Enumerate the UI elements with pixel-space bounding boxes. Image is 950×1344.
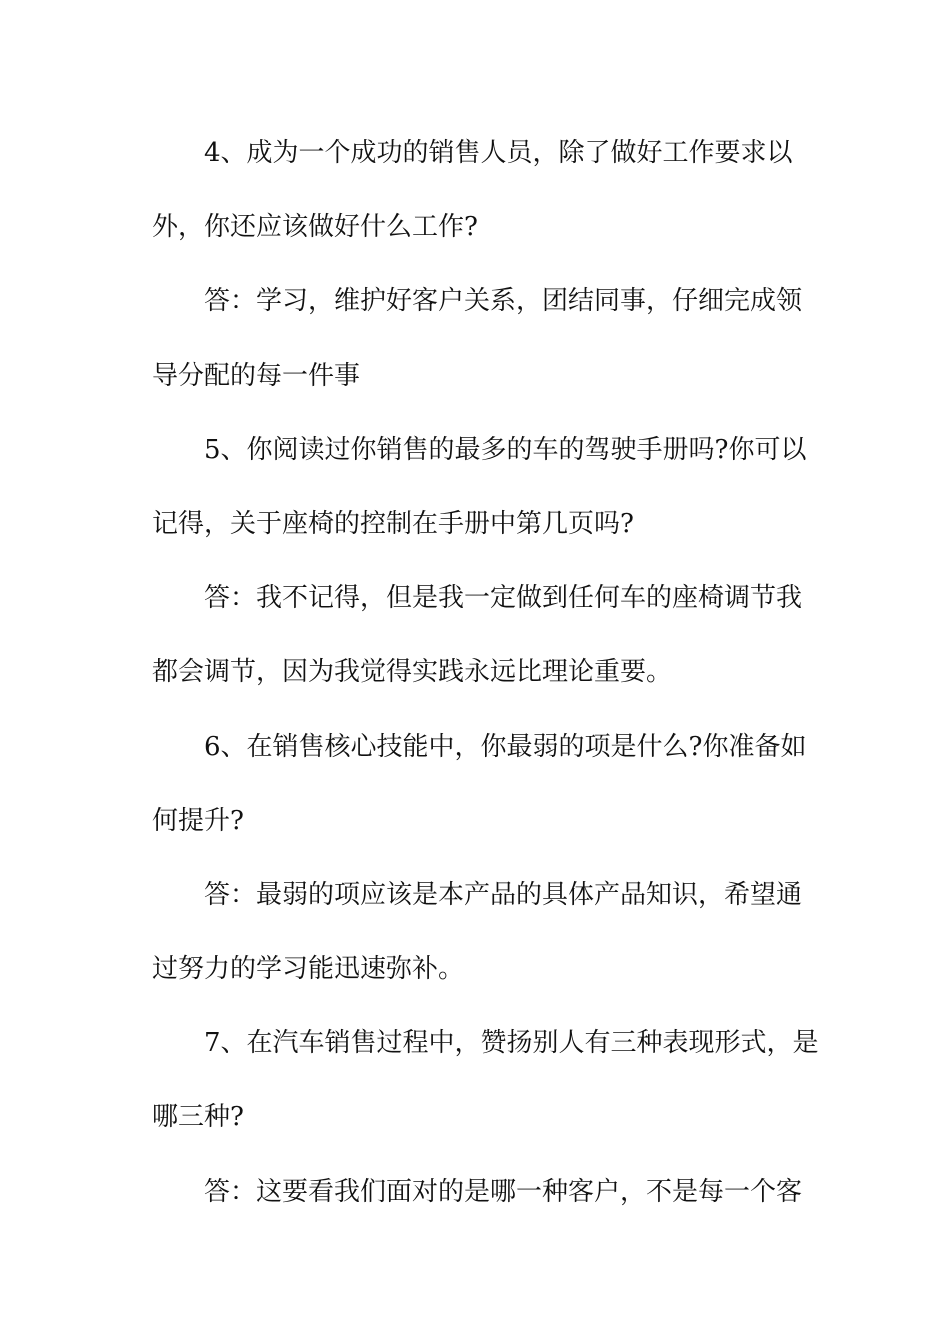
question-4-line-2: 外，你还应该做好什么工作? [152, 212, 478, 243]
question-6-line-1: 6、在销售核心技能中，你最弱的项是什么?你准备如 [204, 731, 807, 762]
answer-5-line-1: 答：我不记得，但是我一定做到任何车的座椅调节我 [204, 583, 803, 614]
question-7-line-2: 哪三种? [152, 1102, 244, 1133]
question-7-line-1: 7、在汽车销售过程中，赞扬别人有三种表现形式，是 [204, 1028, 819, 1059]
answer-7-line-1: 答：这要看我们面对的是哪一种客户，不是每一个客 [204, 1176, 803, 1207]
question-5-line-1: 5、你阅读过你销售的最多的车的驾驶手册吗?你可以 [204, 434, 807, 465]
question-5-line-2: 记得，关于座椅的控制在手册中第几页吗? [152, 508, 634, 539]
document-body [152, 124, 819, 1237]
answer-6-line-2: 过努力的学习能迅速弥补。 [152, 954, 465, 985]
answer-6-line-1: 答：最弱的项应该是本产品的具体产品知识，希望通 [204, 879, 803, 910]
answer-4-line-1: 答：学习，维护好客户关系，团结同事，仔细完成领 [204, 286, 803, 317]
question-6-line-2: 何提升? [152, 805, 244, 836]
answer-4-line-2: 导分配的每一件事 [152, 360, 361, 391]
answer-5-line-2: 都会调节，因为我觉得实践永远比理论重要。 [152, 657, 673, 688]
question-4-line-1: 4、成为一个成功的销售人员，除了做好工作要求以 [204, 138, 793, 168]
